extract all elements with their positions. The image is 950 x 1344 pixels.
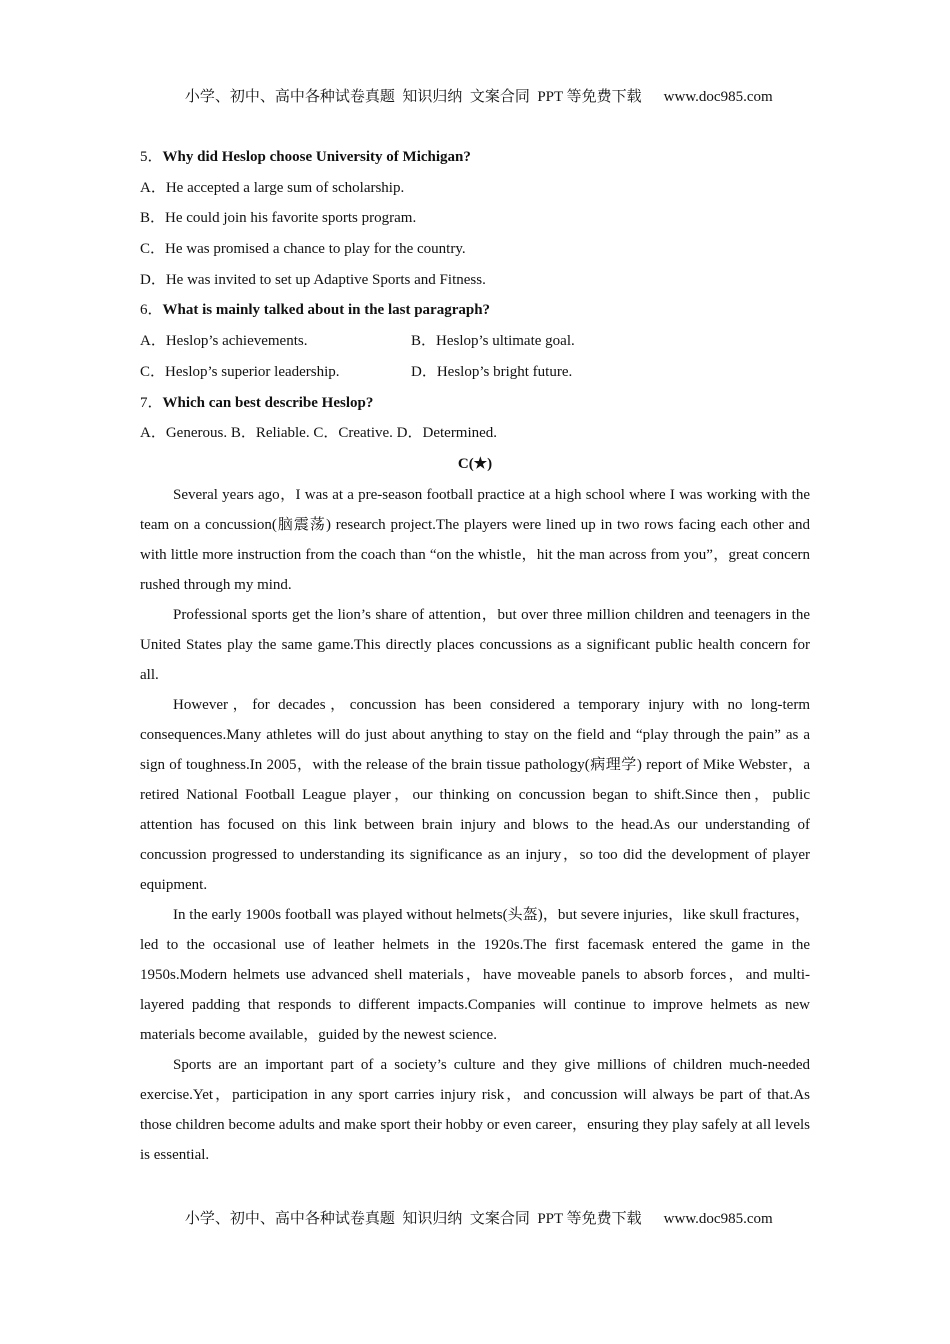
option-text: He was promised a chance to play for the country.	[165, 241, 466, 258]
document-body	[140, 142, 810, 1170]
option-label: D．	[140, 271, 166, 288]
header-url: www.doc985.com	[663, 89, 773, 105]
question-6	[140, 295, 810, 326]
footer-text: 小学、初中、高中各种试卷真题 知识归纳 文案合同 PPT 等免费下载	[184, 1211, 642, 1227]
option-row	[140, 357, 810, 388]
page-header	[0, 68, 950, 106]
question-number: 5．	[140, 149, 163, 165]
question-stem: What is mainly talked about in the last paragraph?	[162, 302, 491, 319]
option-row	[140, 326, 810, 357]
header-text: 小学、初中、高中各种试卷真题 知识归纳 文案合同 PPT 等免费下载	[184, 89, 642, 105]
option-label: D．	[411, 363, 437, 380]
option-text: Determined.	[422, 425, 498, 442]
option-label: C．	[140, 241, 166, 258]
option-text: He accepted a large sum of scholarship.	[165, 179, 405, 196]
paragraph: Professional sports get the lion’s share of attention，but over three million children and teenagers in the United States play the same game.This directly places concussions as a significant public health concern for all.	[140, 606, 810, 683]
question-stem: Which can best describe Heslop?	[162, 394, 374, 411]
option	[411, 326, 575, 357]
option-text: Heslop’s bright future.	[436, 363, 573, 380]
option	[140, 333, 307, 349]
option	[140, 234, 810, 265]
option-label: D．	[396, 425, 423, 442]
paragraph: Several years ago，I was at a pre-season football practice at a high school where I was working with the team on a concussion(脑震荡) research project.The players were lined up in two rows facing each other and with little more instruction from the coach than “on the whistle，hit the man across from you”，great concern rushed through my mind.	[140, 486, 810, 593]
option-text: Heslop’s superior leadership.	[165, 363, 340, 380]
question-number: 7．	[140, 394, 163, 411]
page-footer	[0, 1190, 950, 1228]
option-label: C．	[140, 363, 166, 380]
question-number: 6．	[140, 302, 163, 319]
option-text: Generous.	[165, 425, 228, 442]
option-text: He could join his favorite sports program.	[165, 210, 417, 227]
option	[411, 357, 572, 388]
option-text: Heslop’s ultimate goal.	[436, 333, 575, 350]
option	[140, 265, 810, 296]
footer-url: www.doc985.com	[663, 1211, 773, 1227]
option-label: B．	[411, 333, 437, 350]
option-text: He was invited to set up Adaptive Sports and Fitness.	[165, 271, 486, 288]
paragraph: However，for decades，concussion has been considered a temporary injury with no long-term consequences.Many athletes will do just about anything to stay on the field and “play through the pain” as a sign of toughness.In 2005，with the release of the brain tissue pathology(病理学) report of Mike Webster，a retired National Football League player，our thinking on concussion began to shift.Since then，public attention has focused on this link between brain injury and blows to the head.As our understanding of concussion progressed to understanding its significance as an injury，so too did the development of player equipment.	[140, 696, 810, 893]
option-label: A．	[140, 179, 166, 196]
option	[140, 364, 340, 380]
option-label: B．	[230, 425, 256, 442]
paragraph: In the early 1900s football was played without helmets(头盔)，but severe injuries，like skull fractures，led to the occasional use of leather helmets in the 1920s.The first facemask entered the game in the 1950s.Modern helmets use advanced shell materials，have moveable panels to absorb forces，and multi-layered padding that responds to different impacts.Companies will continue to improve helmets as new materials become available，guided by the newest science.	[140, 906, 810, 1043]
option-label: A．	[140, 425, 166, 442]
paragraph: Sports are an important part of a society’s culture and they give millions of children much-needed exercise.Yet，participation in any sport carries injury risk，and concussion will always be part of that.As those children become adults and make sport their hobby or even career，ensuring they play safely at all levels is essential.	[140, 1056, 810, 1163]
question-5	[140, 142, 810, 173]
option-text: Heslop’s achievements.	[165, 333, 308, 350]
passage	[140, 480, 810, 1170]
option-label: C．	[313, 425, 339, 442]
question-7	[140, 388, 810, 419]
option-text: Reliable.	[255, 425, 310, 442]
option-text: Creative.	[338, 425, 393, 442]
option	[140, 203, 810, 234]
section-title: C(★)	[457, 455, 493, 472]
option-label: B．	[140, 210, 166, 227]
option-label: A．	[140, 333, 166, 350]
option-row	[140, 418, 810, 449]
option	[140, 173, 810, 204]
question-stem: Why did Heslop choose University of Michigan?	[162, 149, 471, 165]
